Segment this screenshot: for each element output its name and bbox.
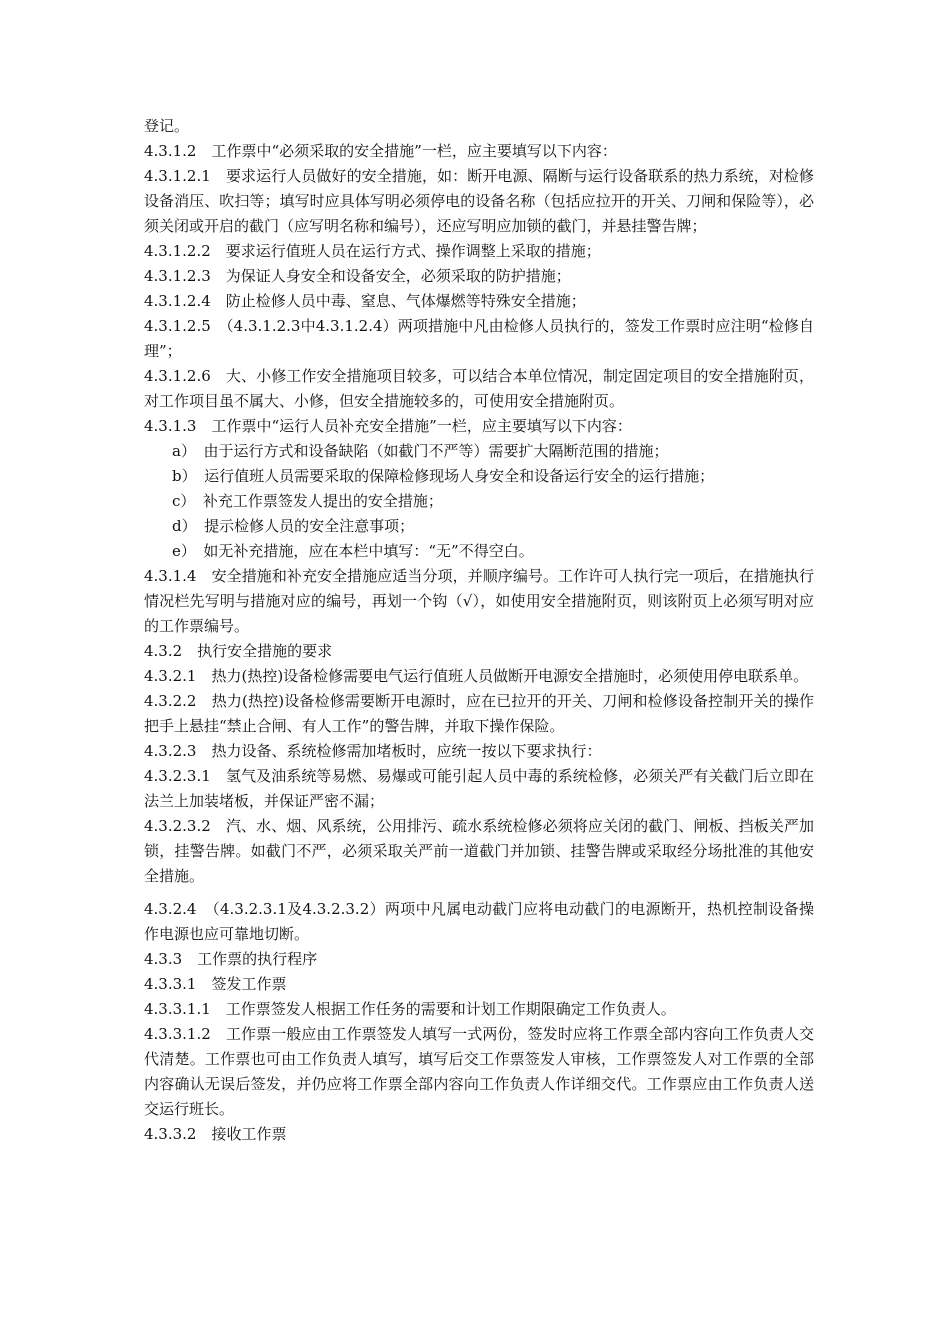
paragraph: 4.3.1.2.6 大、小修工作安全措施项目较多，可以结合本单位情况，制定固定项目的安全措施附页，对工作项目虽不属大、小修，但安全措施较多的，可使用安全措施附页。 [144, 367, 814, 410]
section-heading: 4.3.3.1 签发工作票 [144, 975, 287, 993]
paragraph: 4.3.1.4 安全措施和补充安全措施应适当分项，并顺序编号。工作许可人执行完一项后，在措施执行情况栏先写明与措施对应的编号，再划一个钩（√），如使用安全措施附页，则该附页上必须写明对应的工作票编号。 [144, 567, 814, 635]
list-item: c） 补充工作票签发人提出的安全措施； [172, 492, 443, 510]
paragraph: 4.3.2.3.1 氢气及油系统等易燃、易爆或可能引起人员中毒的系统检修，必须关严有关截门后立即在法兰上加装堵板，并保证严密不漏； [144, 767, 814, 810]
paragraph: 4.3.1.2.4 防止检修人员中毒、窒息、气体爆燃等特殊安全措施； [144, 292, 586, 310]
paragraph: 4.3.2.1 热力(热控)设备检修需要电气运行值班人员做断开电源安全措施时，必须使用停电联系单。 [144, 667, 809, 685]
paragraph: 4.3.1.2 工作票中“必须采取的安全措施”一栏，应主要填写以下内容： [144, 142, 617, 160]
paragraph: 4.3.1.2.2 要求运行值班人员在运行方式、操作调整上采取的措施； [144, 242, 601, 260]
paragraph: 4.3.1.2.1 要求运行人员做好的安全措施，如：断开电源、隔断与运行设备联系的热力系统，对检修设备消压、吹扫等；填写时应具体写明必须停电的设备名称（包括应拉开的开关、刀闸和保险等），必须关闭或开启的截门（应写明名称和编号），还应写明应加锁的截门，并悬挂警告牌； [144, 167, 814, 235]
paragraph: 4.3.1.3 工作票中“运行人员补充安全措施”一栏，应主要填写以下内容： [144, 417, 632, 435]
list-item: d） 提示检修人员的安全注意事项； [172, 517, 415, 535]
list-item: b） 运行值班人员需要采取的保障检修现场人身安全和设备运行安全的运行措施； [172, 467, 715, 485]
document-page [144, 114, 814, 1147]
paragraph: 登记。 [144, 117, 190, 135]
paragraph: 4.3.3.1.2 工作票一般应由工作票签发人填写一式两份，签发时应将工作票全部内容向工作负责人交代清楚。工作票也可由工作负责人填写，填写后交工作票签发人审核，工作票签发人对工作票的全部内容确认无误后签发，并仍应将工作票全部内容向工作负责人作详细交代。工作票应由工作负责人送交运行班长。 [144, 1025, 814, 1118]
paragraph: 4.3.3.1.1 工作票签发人根据工作任务的需要和计划工作期限确定工作负责人。 [144, 1000, 676, 1018]
paragraph: 4.3.1.2.3 为保证人身安全和设备安全，必须采取的防护措施； [144, 267, 571, 285]
paragraph: 4.3.2.3.2 汽、水、烟、风系统，公用排污、疏水系统检修必须将应关闭的截门、闸板、挡板关严加锁，挂警告牌。如截门不严，必须采取关严前一道截门并加锁、挂警告牌或采取经分场批准的其他安全措施。 [144, 817, 814, 885]
list-item: a） 由于运行方式和设备缺陷（如截门不严等）需要扩大隔断范围的措施； [172, 442, 669, 460]
section-heading: 4.3.3 工作票的执行程序 [144, 950, 318, 968]
section-heading: 4.3.3.2 接收工作票 [144, 1125, 287, 1143]
paragraph: 4.3.1.2.5 （4.3.1.2.3中4.3.1.2.4）两项措施中凡由检修人员执行的，签发工作票时应注明“检修自理”； [144, 317, 814, 360]
paragraph: 4.3.2.4 （4.3.2.3.1及4.3.2.3.2）两项中凡属电动截门应将电动截门的电源断开，热机控制设备操作电源也应可靠地切断。 [144, 900, 814, 943]
section-heading: 4.3.2 执行安全措施的要求 [144, 642, 333, 660]
paragraph: 4.3.2.2 热力(热控)设备检修需要断开电源时，应在已拉开的开关、刀闸和检修设备控制开关的操作把手上悬挂“禁止合闸、有人工作”的警告牌，并取下操作保险。 [144, 692, 814, 735]
list-item: e） 如无补充措施，应在本栏中填写：“无”不得空白。 [172, 542, 534, 560]
paragraph: 4.3.2.3 热力设备、系统检修需加堵板时，应统一按以下要求执行： [144, 742, 602, 760]
